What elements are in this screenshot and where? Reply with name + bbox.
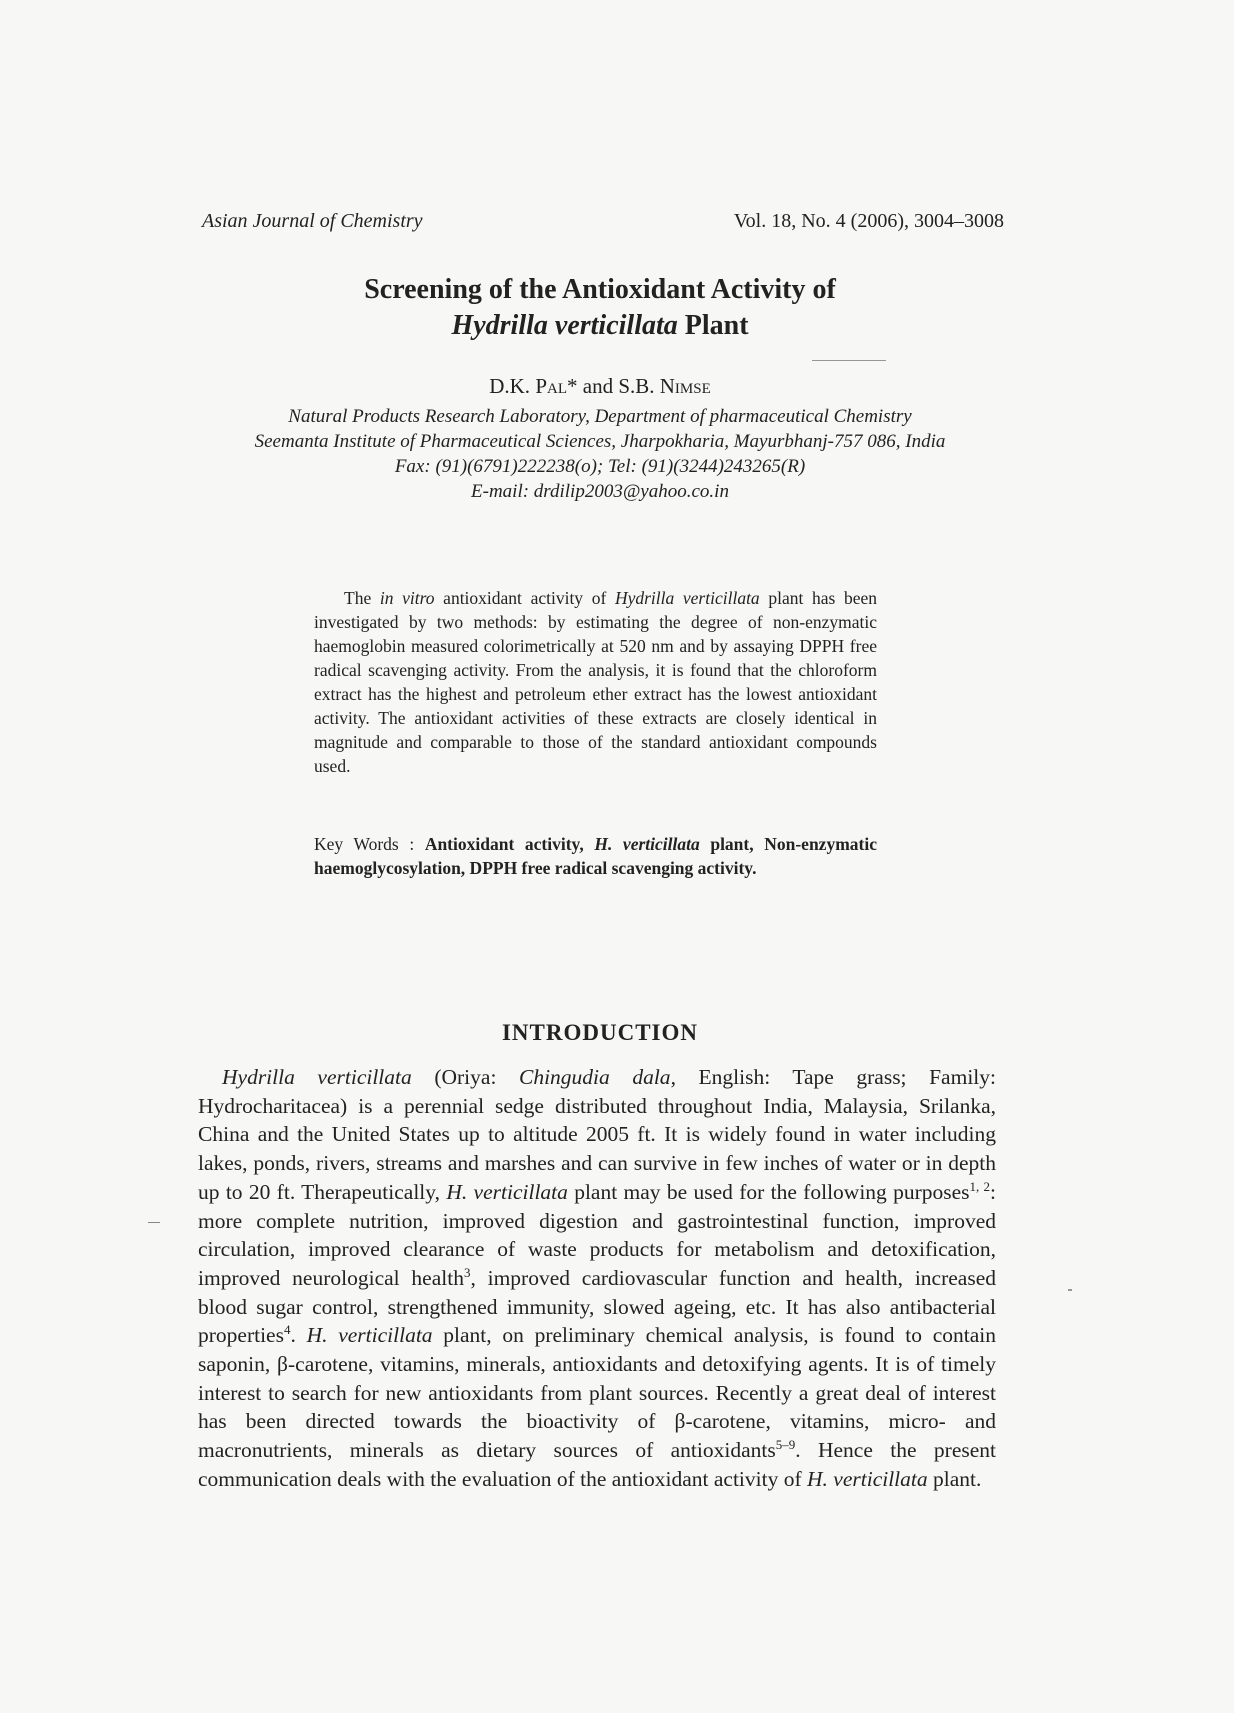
abstract-paragraph	[314, 586, 877, 778]
section-heading-introduction: INTRODUCTION	[501, 1020, 699, 1045]
abstract-text: plant has been investigated by two methods: by estimating the degree of non-enzymatic haemoglobin measured colorimetrically at 520 nm and by assaying DPPH free radical scavenging activity. From the analysis, it is found that the chloroform extract has the highest and petroleum ether extract has the lowest antioxidant activity. The antioxidant activities of these extracts are closely identical in magnitude and comparable to those of the standard antioxidant compounds used.	[314, 588, 877, 776]
species-name: Hydrilla verticillata	[222, 1065, 412, 1089]
body-text: , English: Tape grass; Family: Hydrocharitacea) is a perennial sedge distributed throughout India, Malaysia, Srilanka, China and the United States up to altitude 2005 ft. It is widely found in water including lakes, ponds, rivers, streams and marshes and can survive in few inches of water or in depth up to 20 ft. Therapeutically,	[198, 1065, 996, 1204]
introduction-paragraph	[198, 1063, 996, 1494]
reference-mark: 3	[463, 1264, 471, 1280]
species-name: H. verticillata	[807, 1466, 928, 1491]
keyword: Antioxidant activity,	[424, 834, 595, 854]
body-text: , improved cardiovascular function and health, increased blood sugar control, strengthened immunity, slowed ageing, etc. It has also antibacterial properties	[198, 1265, 996, 1348]
body-text: (Oriya:	[411, 1065, 519, 1089]
body-text: : more complete nutrition, improved digestion and gastrointestinal function, improved circulation, improved clearance of waste products for metabolism and detoxification, improved neurological health	[198, 1179, 996, 1290]
keywords-label: Key Words :	[314, 834, 425, 854]
volume-info: Vol. 18, No. 4 (2006), 3004–3008	[733, 210, 1004, 232]
scan-mark	[812, 360, 886, 361]
abstract-text: antioxidant activity of	[434, 588, 615, 608]
scan-mark	[148, 1222, 160, 1223]
keyword: plant, Non-enzymatic haemoglycosylation, DPPH free radical scavenging activity.	[314, 834, 877, 878]
abstract-term: in vitro	[379, 588, 435, 608]
affiliation-line-1: Natural Products Research Laboratory, Department of pharmaceutical Chemistry	[288, 406, 912, 427]
paper-title	[0, 272, 1200, 344]
title-suffix: Plant	[677, 310, 749, 341]
authors	[0, 374, 1200, 399]
local-name: Chingudia dala	[518, 1065, 671, 1089]
abstract-text: The	[344, 588, 380, 608]
author-2-initials: S.B.	[618, 374, 660, 398]
contact-email: E-mail: drdilip2003@yahoo.co.in	[471, 481, 729, 502]
scan-mark	[1068, 1289, 1072, 1291]
author-joiner: and	[577, 374, 619, 398]
title-line-1: Screening of the Antioxidant Activity of	[364, 274, 836, 305]
reference-mark: 5–9	[775, 1436, 796, 1452]
reference-mark: 1, 2	[969, 1178, 990, 1194]
body-text: .	[290, 1323, 307, 1348]
affiliation-line-2: Seemanta Institute of Pharmaceutical Sciences, Jharpokharia, Mayurbhanj-757 086, India	[254, 431, 946, 452]
corresponding-mark: *	[567, 374, 578, 398]
body-text: plant may be used for the following purposes	[567, 1179, 970, 1204]
keyword-species: H. verticillata	[594, 834, 700, 854]
body-text: plant.	[927, 1466, 982, 1491]
species-name: H. verticillata	[306, 1323, 433, 1348]
author-2-surname: Nimse	[659, 374, 711, 398]
abstract	[314, 586, 877, 778]
contact-phone: Fax: (91)(6791)222238(o); Tel: (91)(3244)243265(R)	[394, 456, 806, 477]
affiliation	[0, 404, 1200, 504]
author-1-initials: D.K.	[489, 374, 536, 398]
introduction-body	[198, 1063, 996, 1494]
title-species: Hydrilla verticillata	[451, 310, 678, 341]
reference-mark: 4	[283, 1322, 291, 1338]
abstract-species: Hydrilla verticillata	[614, 588, 760, 608]
journal-name: Asian Journal of Chemistry	[202, 210, 423, 232]
keywords	[314, 832, 877, 880]
body-text: plant, on preliminary chemical analysis, is found to contain saponin, β-carotene, vitamins, minerals, antioxidants and detoxifying agents. It is of timely interest to search for new antioxidants from plant sources. Recently a great deal of interest has been directed towards the bioactivity of β-carotene, vitamins, micro- and macronutrients, minerals as dietary sources of antioxidants	[198, 1323, 996, 1463]
author-1-surname: Pal	[535, 374, 567, 398]
title-line-2	[0, 308, 1200, 344]
body-text: . Hence the present communication deals with the evaluation of the antioxidant activity of	[198, 1438, 997, 1491]
species-name: H. verticillata	[446, 1179, 568, 1204]
